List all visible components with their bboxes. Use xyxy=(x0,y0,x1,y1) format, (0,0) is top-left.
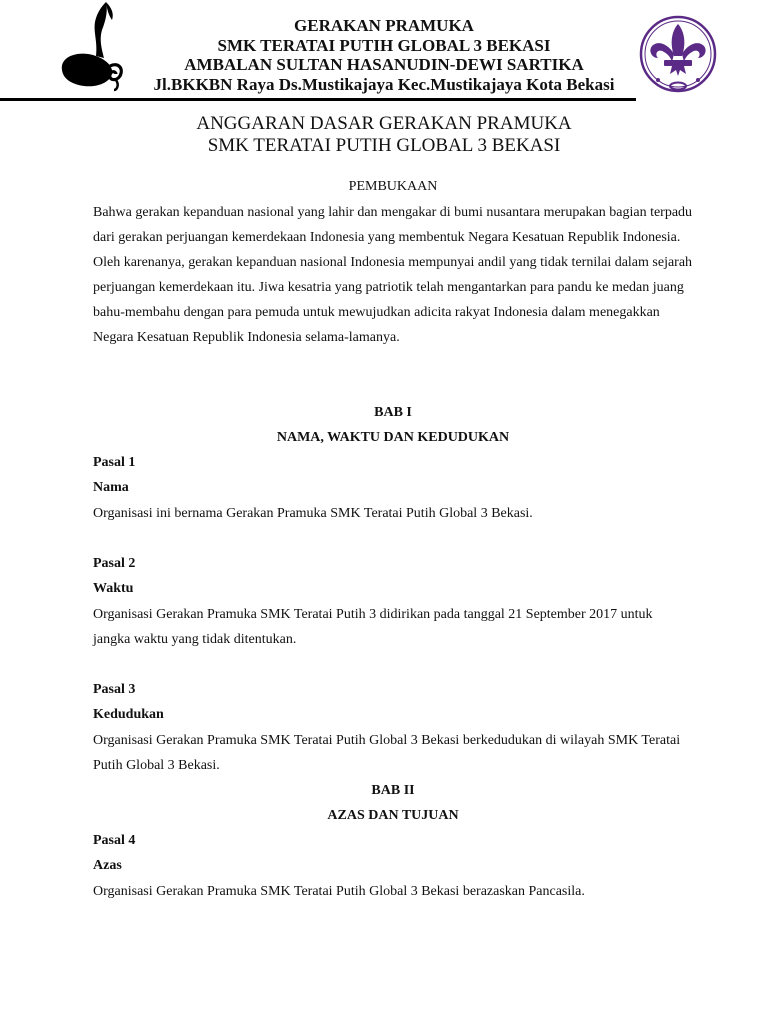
bab2-title: AZAS DAN TUJUAN xyxy=(327,808,459,823)
document-title-line-1: ANGGARAN DASAR GERAKAN PRAMUKA xyxy=(196,113,572,134)
pasal3-text: Organisasi Gerakan Pramuka SMK Teratai Putih Global 3 Bekasi berkedudukan di wilayah SMK Teratai Putih Global 3 Bekasi. xyxy=(93,733,681,773)
document-title-line-2: SMK TERATAI PUTIH GLOBAL 3 BEKASI xyxy=(207,135,561,156)
letterhead-line-1: GERAKAN PRAMUKA xyxy=(294,16,474,35)
pasal1-number: Pasal 1 xyxy=(93,455,136,470)
pasal1-title: Nama xyxy=(93,480,129,495)
bab2-number: BAB II xyxy=(371,783,415,798)
letterhead xyxy=(0,0,768,104)
pasal2-text: Organisasi Gerakan Pramuka SMK Teratai Putih 3 didirikan pada tanggal 21 September 2017 untuk jangka waktu yang tidak ditentukan. xyxy=(93,607,653,647)
pasal3-title: Kedudukan xyxy=(93,707,164,722)
bab1-title: NAMA, WAKTU DAN KEDUDUKAN xyxy=(276,430,510,445)
letterhead-divider xyxy=(0,98,636,101)
letterhead-line-3: AMBALAN SULTAN HASANUDIN-DEWI SARTIKA xyxy=(184,55,584,74)
pasal1-text: Organisasi ini bernama Gerakan Pramuka SMK Teratai Putih Global 3 Bekasi. xyxy=(93,506,533,521)
letterhead-line-4: Jl.BKKBN Raya Ds.Mustikajaya Kec.Mustikajaya Kota Bekasi xyxy=(153,74,615,94)
tunas-kelapa-logo-icon xyxy=(56,0,126,92)
pasal2-number: Pasal 2 xyxy=(93,556,136,571)
bab1-number: BAB I xyxy=(374,405,412,420)
pasal4-text: Organisasi Gerakan Pramuka SMK Teratai Putih Global 3 Bekasi berazaskan Pancasila. xyxy=(93,884,585,899)
fleur-de-lis-emblem-icon xyxy=(638,14,718,96)
pasal3-number: Pasal 3 xyxy=(93,682,136,697)
pasal2-title: Waktu xyxy=(93,581,134,596)
letterhead-line-2: SMK TERATAI PUTIH GLOBAL 3 BEKASI xyxy=(217,35,551,55)
pasal4-number: Pasal 4 xyxy=(93,833,136,848)
document-title xyxy=(0,113,768,157)
letterhead-text xyxy=(130,16,638,94)
pembukaan-paragraph: Bahwa gerakan kepanduan nasional yang lahir dan mengakar di bumi nusantara merupakan bagian terpadu dari gerakan perjuangan kemerdekaan Indonesia yang membentuk Negara Kesatuan Republik Indonesia. Oleh karenanya, gerakan kepanduan nasional Indonesia mempunyai andil yang tidak ternilai dalam sejarah perjuangan kemerdekaan itu. Jiwa kesatria yang patriotik telah mengantarkan para pandu ke medan juang bahu-membahu dengan para pemuda untuk mewujudkan adicita rakyat Indonesia dalam menegakkan Negara Kesatuan Republik Indonesia selama-lamanya. xyxy=(93,205,693,345)
pasal4-title: Azas xyxy=(93,858,122,873)
pembukaan-heading: PEMBUKAAN xyxy=(348,179,438,194)
